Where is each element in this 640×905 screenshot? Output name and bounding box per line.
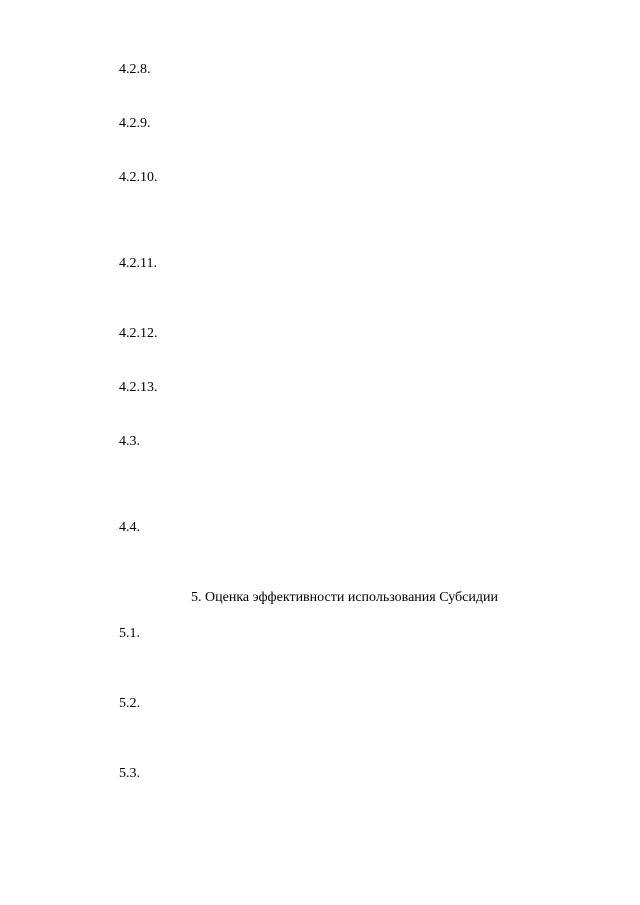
- illegible-line: [79, 712, 611, 728]
- paragraph-number: 4.2.9.: [119, 116, 151, 131]
- illegible-line: [79, 94, 379, 110]
- illegible-line: [79, 218, 611, 234]
- illegible-line: [79, 396, 611, 412]
- illegible-line: [79, 272, 611, 288]
- illegible-line: [79, 186, 611, 202]
- illegible-line: [79, 744, 379, 760]
- illegible-line: [79, 830, 379, 846]
- illegible-line: [79, 304, 379, 320]
- paragraph-number: 5.1.: [119, 626, 140, 641]
- paragraph-number: 4.2.11.: [119, 256, 157, 271]
- illegible-line: [79, 498, 379, 514]
- paragraph-4-2-9: [79, 116, 610, 164]
- illegible-line: [79, 358, 379, 374]
- illegible-line: [79, 148, 379, 164]
- paragraph-4-2-8: [79, 62, 610, 110]
- paragraph-number: 4.2.13.: [119, 380, 158, 395]
- illegible-line: [79, 234, 379, 250]
- illegible-line: [79, 78, 611, 94]
- paragraph-number: 5.2.: [119, 696, 140, 711]
- illegible-line: [79, 658, 611, 674]
- paragraph-number: 4.4.: [119, 520, 140, 535]
- illegible-line: [79, 466, 611, 482]
- paragraph-5-2: [79, 696, 610, 760]
- illegible-line: [79, 674, 379, 690]
- illegible-line: [79, 642, 611, 658]
- paragraph-4-2-12: [79, 326, 610, 374]
- illegible-line: [79, 288, 611, 304]
- illegible-line: [79, 536, 611, 552]
- paragraph-4-2-13: [79, 380, 610, 428]
- illegible-line: [79, 412, 379, 428]
- illegible-line: [79, 342, 611, 358]
- paragraph-number: 4.2.12.: [119, 326, 158, 341]
- paragraph-number: 5.3.: [119, 766, 140, 781]
- illegible-line: [79, 132, 611, 148]
- paragraph-number: 4.2.10.: [119, 170, 158, 185]
- paragraph-number: 4.2.8.: [119, 62, 151, 77]
- illegible-line: [79, 482, 611, 498]
- illegible-line: [79, 814, 611, 830]
- paragraph-5-3: [79, 766, 610, 846]
- illegible-line: [79, 552, 379, 568]
- paragraph-5-1: [79, 626, 610, 690]
- illegible-line: [79, 202, 611, 218]
- paragraph-4-4: [79, 520, 610, 568]
- illegible-line: [79, 782, 611, 798]
- paragraph-4-2-10: [79, 170, 610, 250]
- paragraph-4-3: [79, 434, 610, 514]
- section-heading: 5. Оценка эффективности использования Субсидии: [191, 590, 498, 605]
- paragraph-4-2-11: [79, 256, 610, 320]
- illegible-line: [79, 728, 611, 744]
- illegible-line: [79, 450, 611, 466]
- illegible-line: [79, 798, 611, 814]
- paragraph-number: 4.3.: [119, 434, 140, 449]
